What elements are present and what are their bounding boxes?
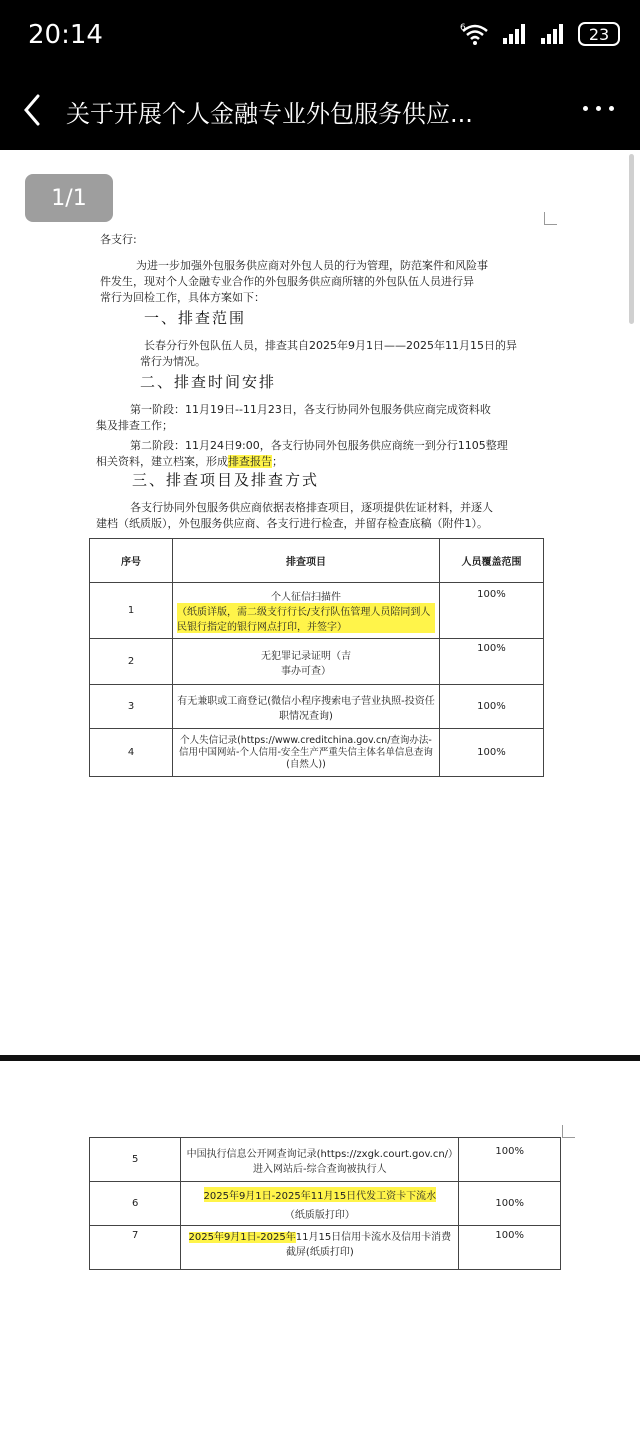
paragraph-line: 各支行协同外包服务供应商依据表格排查项目，逐项提供佐证材料，并逐人 — [130, 501, 493, 514]
section-heading: 三、排查项目及排查方式 — [132, 471, 320, 489]
signal-icon-2 — [540, 24, 566, 44]
paragraph-line: 第二阶段：11月24日9:00，各支行协同外包服务供应商统一到分行1105整理 — [130, 439, 508, 452]
network-label: 6 — [460, 23, 466, 33]
row-no: 3 — [90, 685, 173, 729]
status-time: 20:14 — [28, 20, 103, 50]
row-item: 个人失信记录(https://www.creditchina.gov.cn/查询办法-信用中国网站-个人信用-安全生产严重失信主体名单信息查询(自然人)) — [173, 729, 440, 777]
highlighted-text: 2025年9月1日-2025年 — [188, 1232, 296, 1243]
row-item: 有无兼职或工商登记(微信小程序搜索电子营业执照-投资任职情况查询) — [173, 685, 440, 729]
row-no: 6 — [90, 1182, 181, 1226]
item-text: 11月15日信用卡流水及信用卡消费截屏(纸质打印) — [285, 1232, 452, 1258]
highlighted-text: 2025年9月1日-2025年11月15日代发工资卡下流水 — [204, 1187, 437, 1202]
row-no: 4 — [90, 729, 173, 777]
row-coverage: 100% — [459, 1138, 561, 1182]
more-options-icon[interactable] — [583, 106, 614, 111]
title-bar — [0, 70, 640, 150]
paragraph-line — [96, 454, 283, 470]
row-no: 2 — [90, 639, 173, 685]
row-no: 1 — [90, 583, 173, 639]
table-row — [90, 1138, 561, 1182]
status-bar — [0, 0, 640, 70]
paragraph-line: 第一阶段：11月19日--11月23日，各支行协同外包服务供应商完成资料收 — [130, 403, 491, 416]
text-span: 相关资料，建立档案，形成 — [96, 455, 228, 468]
back-icon[interactable] — [18, 92, 48, 128]
row-coverage: 100% — [439, 729, 543, 777]
table-row — [90, 1182, 561, 1226]
scrollbar[interactable] — [629, 154, 634, 324]
page-corner-mark — [544, 212, 557, 225]
highlighted-text: （纸质详版，需二级支行行长/支行队伍管理人员陪同到人民银行指定的银行网点打印，并签字） — [177, 603, 435, 633]
page-corner-mark — [562, 1125, 575, 1138]
row-item — [181, 1226, 459, 1270]
document-title: 关于开展个人金融专业外包服务供应... — [66, 100, 473, 128]
greeting: 各支行: — [100, 233, 137, 246]
paragraph-line: 建档（纸质版），外包服务供应商、各支行进行检查，并留存检查底稿（附件1）。 — [96, 517, 488, 530]
highlighted-text: 排查报告 — [228, 455, 272, 468]
table-row — [90, 1226, 561, 1270]
row-coverage: 100% — [439, 685, 543, 729]
table-header-row — [90, 539, 544, 583]
item-text: 个人征信扫描件 — [270, 592, 341, 603]
row-coverage: 100% — [439, 639, 543, 685]
paragraph-line: 常行为情况。 — [140, 355, 206, 368]
status-icons — [460, 22, 620, 46]
section-heading: 二、排查时间安排 — [140, 373, 277, 391]
intro-line: 件发生，现对个人金融专业合作的外包服务供应商所辖的外包队伍人员进行异 — [100, 275, 474, 288]
intro-line: 为进一步加强外包服务供应商对外包人员的行为管理，防范案件和风险事 — [136, 259, 488, 272]
page-separator — [0, 1055, 640, 1061]
page-indicator: 1/1 — [25, 174, 113, 222]
battery-level: 23 — [588, 24, 610, 44]
row-no: 5 — [90, 1138, 181, 1182]
col-header-item: 排查项目 — [173, 539, 440, 583]
col-header-coverage: 人员覆盖范围 — [439, 539, 543, 583]
row-item — [173, 639, 440, 685]
row-item — [181, 1182, 459, 1226]
paragraph-line: 长春分行外包队伍人员，排查其自2025年9月1日——2025年11月15日的异 — [144, 339, 517, 352]
col-header-no: 序号 — [90, 539, 173, 583]
item-text: 无犯罪记录证明（吉事办可查） — [260, 650, 351, 677]
item-text: （纸质版打印） — [284, 1209, 355, 1221]
table-row — [90, 639, 544, 685]
signal-icon — [502, 24, 528, 44]
pdf-viewer[interactable] — [0, 150, 640, 1446]
paragraph-line: 集及排查工作； — [96, 419, 173, 432]
text-span: ； — [272, 455, 283, 468]
section-heading: 一、排查范围 — [144, 309, 247, 327]
table-row — [90, 729, 544, 777]
table-row — [90, 583, 544, 639]
row-item: 中国执行信息公开网查询记录(https://zxgk.court.gov.cn/）进入网站后-综合查询被执行人 — [181, 1138, 459, 1182]
row-item — [173, 583, 440, 639]
row-coverage: 100% — [439, 583, 543, 639]
check-table-continued — [89, 1137, 561, 1270]
table-row — [90, 685, 544, 729]
wifi-icon — [460, 22, 490, 46]
row-coverage: 100% — [459, 1182, 561, 1226]
intro-line: 常行为回检工作，具体方案如下： — [100, 291, 265, 304]
check-table — [89, 538, 544, 777]
battery-icon — [578, 22, 620, 46]
row-no: 7 — [90, 1226, 181, 1270]
row-coverage: 100% — [459, 1226, 561, 1270]
